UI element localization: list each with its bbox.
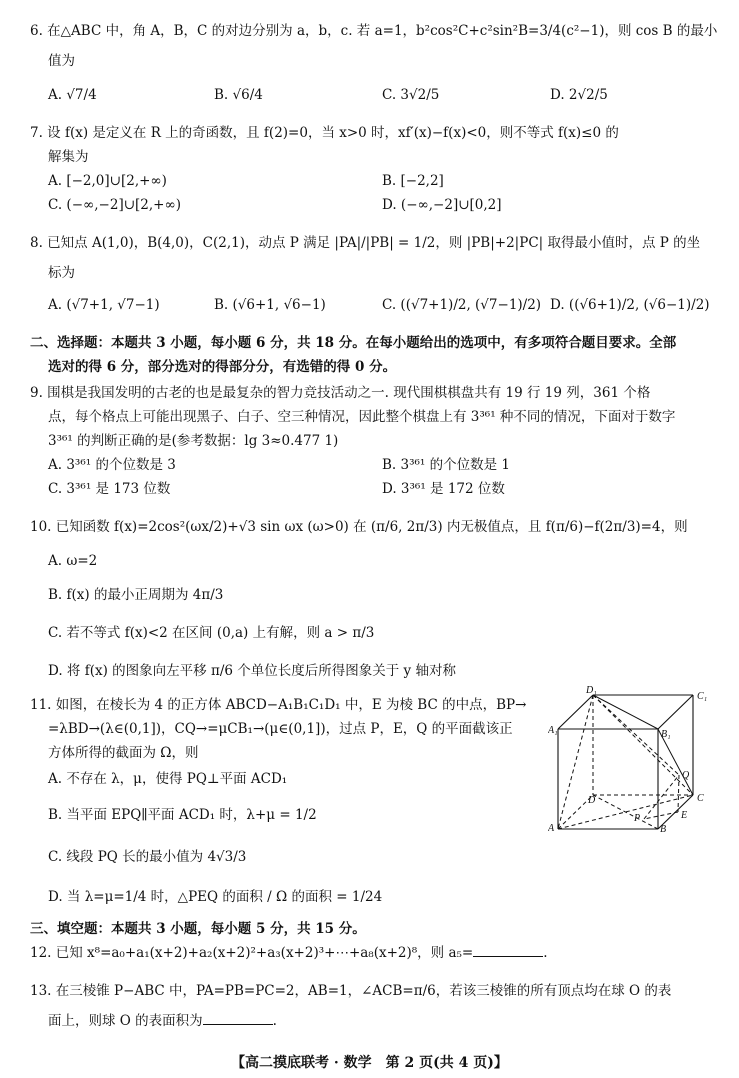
q12-stem: 12. 已知 x⁸=a₀+a₁(x+2)+a₂(x+2)²+a₃(x+2)³+⋯+a₈(x+2)⁸，则 a₅= . xyxy=(30,945,548,961)
q8-option-c: C. ((√7+1)/2, (√7−1)/2) xyxy=(382,297,542,313)
q6-option-c: C. 3√2/5 xyxy=(382,87,440,103)
q10-option-c: C. 若不等式 f(x)<2 在区间 (0,a) 上有解，则 a > π/3 xyxy=(48,625,375,641)
label-c1: C₁ xyxy=(697,691,708,702)
label-a: A xyxy=(548,823,555,833)
q7-stem: 7. 设 f(x) 是定义在 R 上的奇函数，且 f(2)=0，当 x>0 时，xf′(x)−f(x)<0，则不等式 f(x)≤0 的 xyxy=(30,125,619,141)
q11-option-d: D. 当 λ=μ=1/4 时，△PEQ 的面积 / Ω 的面积 = 1/24 xyxy=(48,889,383,905)
q6-option-a: A. √7/4 xyxy=(48,87,97,103)
q9-option-b: B. 3³⁶¹ 的个位数是 1 xyxy=(382,457,510,473)
q11-stem-line1: 11. 如图，在棱长为 4 的正方体 ABCD−A₁B₁C₁D₁ 中，E 为棱 BC 的中点，BP→ xyxy=(30,697,527,713)
q8-option-d: D. ((√6+1)/2, (√6−1)/2) xyxy=(550,297,710,313)
label-p: P xyxy=(634,813,641,824)
q9-option-c: C. 3³⁶¹ 是 173 位数 xyxy=(48,481,171,497)
q13-answer-blank[interactable] xyxy=(203,1012,273,1025)
q9-option-d: D. 3³⁶¹ 是 172 位数 xyxy=(382,481,505,497)
label-d1: D₁ xyxy=(586,685,597,696)
q13-text: 面上，则球 O 的表面积为 xyxy=(48,1013,203,1029)
q10-stem: 10. 已知函数 f(x)=2cos²(ωx/2)+√3 sin ωx (ω>0) 在 (π/6, 2π/3) 内无极值点，且 f(π/6)−f(2π/3)=4，则 xyxy=(30,519,688,535)
q8-stem-cont: 标为 xyxy=(48,265,75,281)
q7-stem-cont: 解集为 xyxy=(48,149,89,165)
q9-stem-line1: 9. 围棋是我国发明的古老的也是最复杂的智力竞技活动之一. 现代围棋棋盘共有 19 行 19 列，361 个格 xyxy=(30,385,651,401)
q12-text: 12. 已知 x⁸=a₀+a₁(x+2)+a₂(x+2)²+a₃(x+2)³+⋯+a₈(x+2)⁸，则 a₅= xyxy=(30,945,474,961)
label-e: E xyxy=(681,810,688,821)
page-footer: 【高二摸底联考 · 数学 第 2 页(共 4 页)】 xyxy=(231,1055,508,1071)
q7-option-d: D. (−∞,−2]∪[0,2] xyxy=(382,197,502,213)
q7-option-b: B. [−2,2] xyxy=(382,173,444,189)
label-c: C xyxy=(697,793,704,804)
section3-heading: 三、填空题：本题共 3 小题，每小题 5 分，共 15 分。 xyxy=(30,921,366,937)
q11-stem-line2: =λBD→(λ∈(0,1])，CQ→=μCB₁→(μ∈(0,1])，过点 P，E，Q 的平面截该正 xyxy=(48,721,513,737)
label-a1: A₁ xyxy=(548,725,558,736)
q6-stem-cont: 值为 xyxy=(48,53,75,69)
q8-stem: 8. 已知点 A(1,0)，B(4,0)，C(2,1)，动点 P 满足 |PA|/|PB| = 1/2，则 |PB|+2|PC| 取得最小值时，点 P 的坐 xyxy=(30,235,701,251)
label-q: Q xyxy=(682,770,690,781)
q9-option-a: A. 3³⁶¹ 的个位数是 3 xyxy=(48,457,176,473)
q13-stem: 13. 在三棱锥 P−ABC 中，PA=PB=PC=2，AB=1，∠ACB=π/6，若该三棱锥的所有顶点均在球 O 的表 xyxy=(30,983,672,999)
section2-heading: 二、选择题：本题共 3 小题，每小题 6 分，共 18 分。在每小题给出的选项中，有多项符合题目要求。全部 xyxy=(30,335,677,351)
q11-option-c: C. 线段 PQ 长的最小值为 4√3/3 xyxy=(48,849,247,865)
q8-option-a: A. (√7+1, √7−1) xyxy=(48,297,160,313)
q9-stem-line3: 3³⁶¹ 的判断正确的是(参考数据：lg 3≈0.477 1) xyxy=(48,433,339,449)
q11-option-a: A. 不存在 λ，μ，使得 PQ⊥平面 ACD₁ xyxy=(48,771,288,787)
q6-option-b: B. √6/4 xyxy=(214,87,263,103)
q10-option-a: A. ω=2 xyxy=(48,553,98,569)
q11-option-b: B. 当平面 EPQ∥平面 ACD₁ 时，λ+μ = 1/2 xyxy=(48,807,317,823)
q10-option-d: D. 将 f(x) 的图象向左平移 π/6 个单位长度后所得图象关于 y 轴对称 xyxy=(48,663,456,679)
q9-stem-line2: 点，每个格点上可能出现黑子、白子、空三种情况，因此整个棋盘上有 3³⁶¹ 种不同的情况，下面对于数字 xyxy=(48,409,676,425)
q11-stem-line3: 方体所得的截面为 Ω，则 xyxy=(48,745,199,761)
cube-figure xyxy=(548,683,718,833)
section2-heading-cont: 选对的得 6 分，部分选对的得部分分，有选错的得 0 分。 xyxy=(48,359,397,375)
label-b: B xyxy=(660,824,667,833)
q6-option-d: D. 2√2/5 xyxy=(550,87,608,103)
q10-option-b: B. f(x) 的最小正周期为 4π/3 xyxy=(48,587,224,603)
label-d: D xyxy=(588,795,596,806)
label-b1: B₁ xyxy=(661,729,671,740)
q13-stem-cont: 面上，则球 O 的表面积为 . xyxy=(48,1013,277,1029)
q7-option-a: A. [−2,0]∪[2,+∞) xyxy=(48,173,167,189)
q7-option-c: C. (−∞,−2]∪[2,+∞) xyxy=(48,197,181,213)
q6-stem: 6. 在△ABC 中，角 A，B，C 的对边分别为 a，b，c. 若 a=1，b²cos²C+c²sin²B=3/4(c²−1)，则 cos B 的最小 xyxy=(30,23,718,39)
q12-answer-blank[interactable] xyxy=(473,944,543,957)
q8-option-b: B. (√6+1, √6−1) xyxy=(214,297,326,313)
